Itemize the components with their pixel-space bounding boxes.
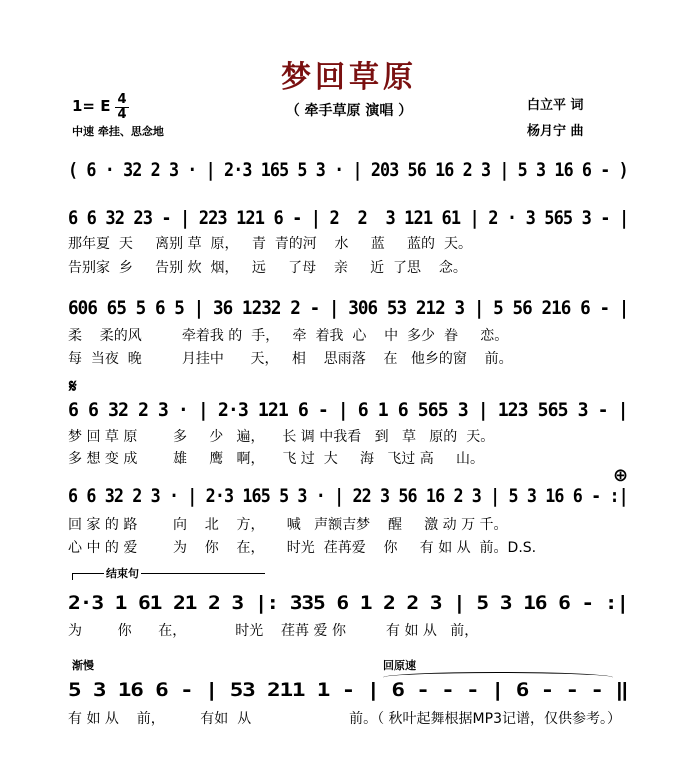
lyricist-credit: 白立平 词 (527, 98, 584, 113)
lyric-verse-1: 为 你 在， 时光 荏苒 爱 你 有 如 从 前， (68, 623, 479, 639)
notation-row: 5 3 16 6 - | 53 211 1 - | 6 - - - | 6 - - - ‖ (68, 679, 628, 701)
time-signature (115, 94, 129, 121)
a-tempo-label: 回原速 (383, 659, 416, 672)
tempo-marking: 中速 牵挂、思念地 (72, 125, 164, 138)
time-signature-top: 4 (117, 92, 127, 107)
lyric-verse-1: 有 如 从 前， 有如 从 前。（ 秋叶起舞根据MP3记谱，仅供参考。） (68, 711, 621, 727)
notation-row: 6 6 32 2 3 · | 2·3 165 5 3 · | 22 3 56 16 2 3 | 5 3 16 6 - :| (68, 485, 628, 507)
ending-bracket (72, 573, 265, 580)
lyric-verse-2: 多 想 变 成 雄 鹰 啊， 飞 过 大 海 飞过 高 山。 (68, 451, 485, 467)
time-signature-bottom: 4 (117, 107, 127, 122)
performer-subtitle: （ 牵手草原 演唱 ） (285, 103, 413, 119)
notation-row: 606 65 5 6 5 | 36 1232 2 - | 306 53 212 3 | 5 56 216 6 - | (68, 297, 629, 319)
key-signature: 1= E (72, 97, 111, 115)
ritardando-label: 渐慢 (72, 659, 94, 672)
lyric-verse-2: 每 当夜 晚 月挂中 天， 相 思雨落 在 他乡的窗 前。 (68, 351, 513, 367)
notation-row: ( 6 · 32 2 3 · | 2·3 165 5 3 · | 203 56 16 2 3 | 5 3 16 6 - ) (68, 159, 628, 181)
lyric-verse-1: 柔 柔的风 牵着我 的 手， 牵 着我 心 中 多少 眷 恋。 (68, 328, 509, 344)
lyric-verse-1: 梦 回 草 原 多 少 遍， 长 调 中我看 到 草 原的 天。 (68, 429, 495, 445)
lyric-verse-2: 心 中 的 爱 为 你 在， 时光 荏苒爱 你 有 如 从 前。D.S. (68, 540, 537, 556)
song-title: 梦回草原 (281, 60, 417, 95)
coda-sign: ⊕ (613, 465, 629, 486)
lyric-verse-2: 告别家 乡 告别 炊 烟， 远 了母 亲 近 了思 念。 (68, 260, 467, 276)
notation-row: 2·3 1 61 21 2 3 |: 335 6 1 2 2 3 | 5 3 16 6 - :| (68, 592, 629, 614)
notation-row: 6 6 32 2 3 · | 2·3 121 6 - | 6 1 6 565 3 | 123 565 3 - | (68, 399, 628, 421)
lyric-verse-1: 回 家 的 路 向 北 方， 喊 声额吉梦 醒 激 动 万 千。 (68, 517, 508, 533)
notation-row: 6 6 32 23 - | 223 121 6 - | 2 2 3 121 61 | 2 · 3 565 3 - | (68, 207, 629, 229)
composer-credit: 杨月宁 曲 (527, 124, 584, 139)
ending-label: 结束句 (106, 567, 139, 580)
lyric-verse-1: 那年夏 天 离别 草 原， 青 青的河 水 蓝 蓝的 天。 (68, 236, 472, 252)
segno-sign: 𝄋 (69, 376, 77, 397)
